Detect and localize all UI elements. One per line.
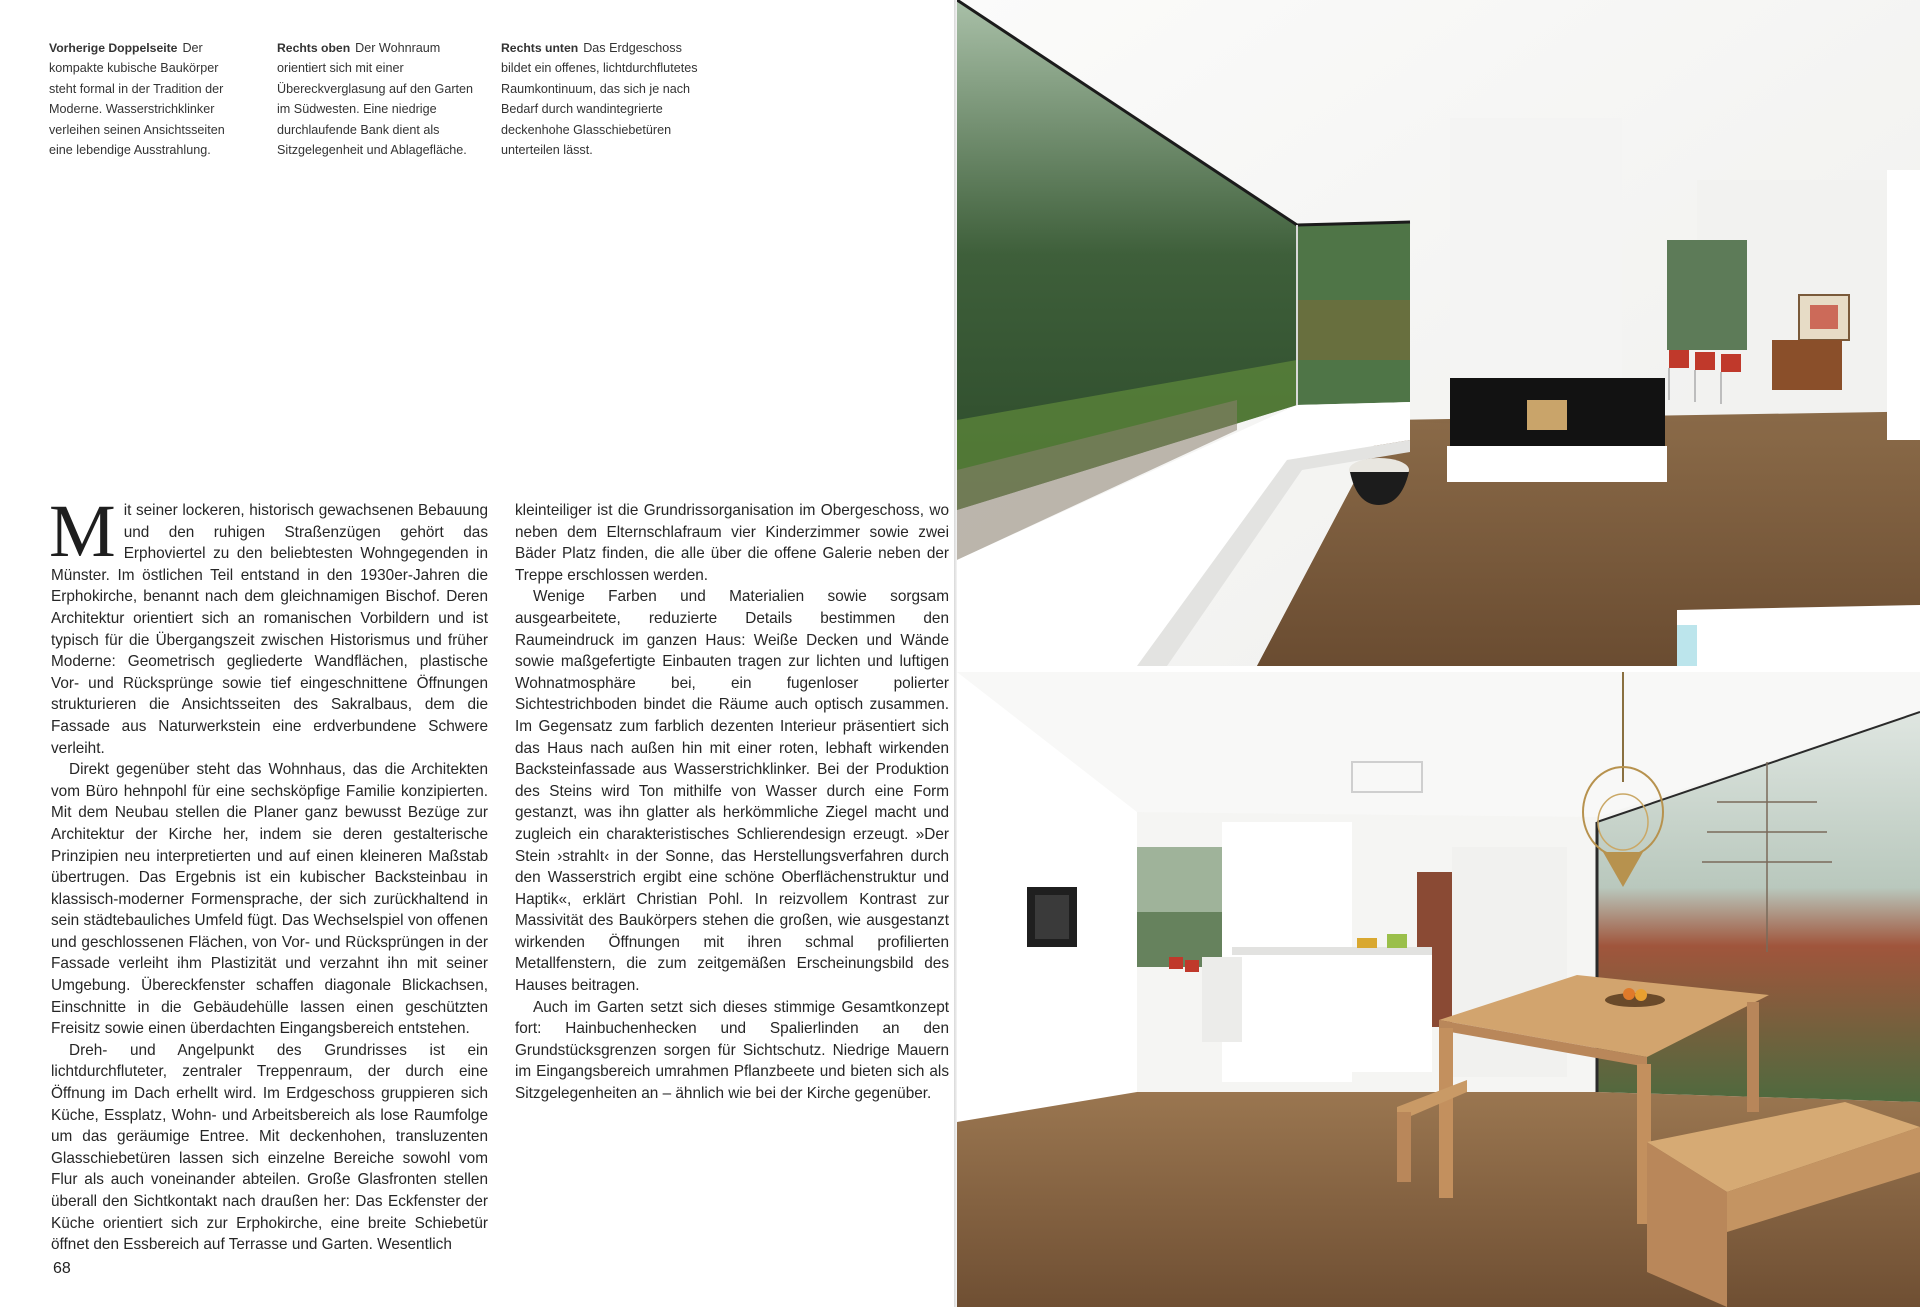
caption-right-top (277, 38, 477, 160)
caption-lead: Rechts oben (277, 41, 351, 55)
article-paragraph: Direkt gegenüber steht das Wohnhaus, das die Architekten vom Büro hehnpohl für eine sechsköpfige Familie konzipierten. Mit dem Neubau stellen die Planer ganz bewusst Bezüge zur Architektur der Kirche her, indem sie deren gestalterische Prinzipien neu interpretierten und auf einen kleineren Maßstab übertrugen. Das Ergebnis ist ein kubischer Backsteinbau in klassisch-moderner Formensprache, der sich zurückhaltend in sein städtebauliches Umfeld fügt. Das Wechselspiel von offenen und geschlossenen Flächen, von Vor- und Rücksprüngen in der Fassade verleiht ihm Plastizität und verzahnt ihn mit seiner Umgebung. Übereckfenster schaffen diagonale Blickachsen, Einschnitte in die Gebäudehülle lassen einen geschützten Freisitz sowie einen überdachten Eingangsbereich entstehen. (51, 761, 488, 1038)
article-column-left (49, 490, 488, 1256)
caption-lead: Vorherige Doppelseite (49, 41, 178, 55)
photo-captions (49, 38, 699, 168)
article-column-right (515, 500, 949, 1105)
caption-text: Der kompakte kubische Baukörper steht formal in der Tradition der Moderne. Wasserstrichklinker verleihen seinen Ansichtsseiten eine lebendige Ausstrahlung. (49, 41, 225, 158)
article-paragraph: Auch im Garten setzt sich dieses stimmige Gesamtkonzept fort: Hainbuchenhecken und Spalierlinden an den Grundstücksgrenzen sorgen für Sichtschutz. Niedrige Mauern im Eingangsbereich umrahmen Pflanzbeete und bieten sich als Sitzgelegenheiten an – ähnlich wie bei der Kirche gegenüber. (515, 998, 949, 1103)
caption-right-bottom (501, 38, 701, 160)
photo-page (957, 0, 1920, 1307)
dining-kitchen-photo (957, 672, 1920, 1307)
article-paragraph: kleinteiliger ist die Grundrissorganisation im Obergeschoss, wo neben dem Elternschlafraum vier Kinderzimmer sowie zwei Bäder Platz finden, die alle über die offene Galerie neben der Treppe erschlossen werden. (515, 502, 949, 584)
caption-lead: Rechts unten (501, 41, 579, 55)
dining-kitchen-photo-image (957, 672, 1920, 1307)
page-number: 68 (53, 1260, 71, 1277)
living-room-photo (957, 0, 1920, 666)
paragraph-text: it seiner lockeren, historisch gewachsenen Bebauung und den ruhigen Straßenzügen gehört das Erphoviertel zu den beliebtesten Wohngegenden in Münster. Im östlichen Teil entstand in den 1930er-Jahren die Erphokirche, benannt nach dem gleichnamigen Bischof. Deren Architektur orientiert sich an romanischen Vorbildern und ist typisch für die Übergangszeit zwischen Historismus und früher Moderne: Geometrisch gegliederte Wandflächen, plastische Vor- und Rücksprünge sowie tief eingeschnittene Öffnungen strukturieren die Ansichtsseiten des Sakralbaus, dem die Fassade aus Naturwerkstein eine erdverbundene Schwere verleiht. (51, 502, 488, 757)
article-paragraph (49, 490, 488, 759)
living-room-photo-image (957, 0, 1920, 666)
caption-text: Das Erdgeschoss bildet ein offenes, lichtdurchflutetes Raumkontinuum, das sich je nach Bedarf durch wandintegrierte deckenhohe Glasschiebetüren unterteilen lässt. (501, 41, 698, 158)
article-paragraph: Wenige Farben und Materialien sowie sorgsam ausgearbeitete, reduzierte Details bestimmen den Raumeindruck im ganzen Haus: Weiße Decken und Wände sowie maßgefertigte Einbauten tragen zur lichten und luftigen Wohnatmosphäre bei, ein fugenloser polierter Sichtestrichboden bindet die Räume auch optisch zusammen. Im Gegensatz zum farblich dezenten Interieur präsentiert sich das Haus nach außen hin mit einer roten, lebhaft wirkenden Backsteinfassade aus Wasserstrichklinker. Bei der Produktion des Steins wird Ton mithilfe von Wasser durch eine Form gestanzt, was ihn glatter als herkömmliche Ziegel macht und zugleich ein charakteristisches Schlierendesign erzeugt. »Der Stein ›strahlt‹ in der Sonne, das Herstellungsverfahren durch den Wasserstrich ergibt eine schöne Oberflächenstruktur und Haptik«, erklärt Christian Pohl. In reizvollem Kontrast zur Massivität des Baukörpers stehen die großen, wie ausgestanzt wirkenden Öffnungen mit ihren schmal profilierten Metallfenstern, die zum zeitgemäßen Erscheinungsbild des Hauses beitragen. (515, 588, 949, 995)
caption-previous-spread (49, 38, 249, 160)
caption-text: Der Wohnraum orientiert sich mit einer Übereckverglasung auf den Garten im Südwesten. Eine niedrige durchlaufende Bank dient als Sitzgelegenheit und Ablagefläche. (277, 41, 474, 158)
drop-cap: M (49, 490, 116, 573)
text-page (0, 0, 954, 1307)
article-paragraph: Dreh- und Angelpunkt des Grundrisses ist ein lichtdurchfluteter, zentraler Treppenraum, der durch eine Öffnung im Dach erhellt wird. Im Erdgeschoss gruppieren sich Küche, Essplatz, Wohn- und Arbeitsbereich als lose Raumfolge um das geräumige Entree. Mit deckenhohen, transluzenten Glasschiebetüren lassen sich einzelne Bereiche sowohl vom Flur als auch voneinander abteilen. Große Glasfronten stellen überall den Sichtkontakt nach draußen her: Das Eckfenster der Küche orientiert sich zur Erphokirche, eine breite Schiebetür öffnet den Essbereich auf Terrasse und Garten. Wesentlich (51, 1041, 488, 1254)
